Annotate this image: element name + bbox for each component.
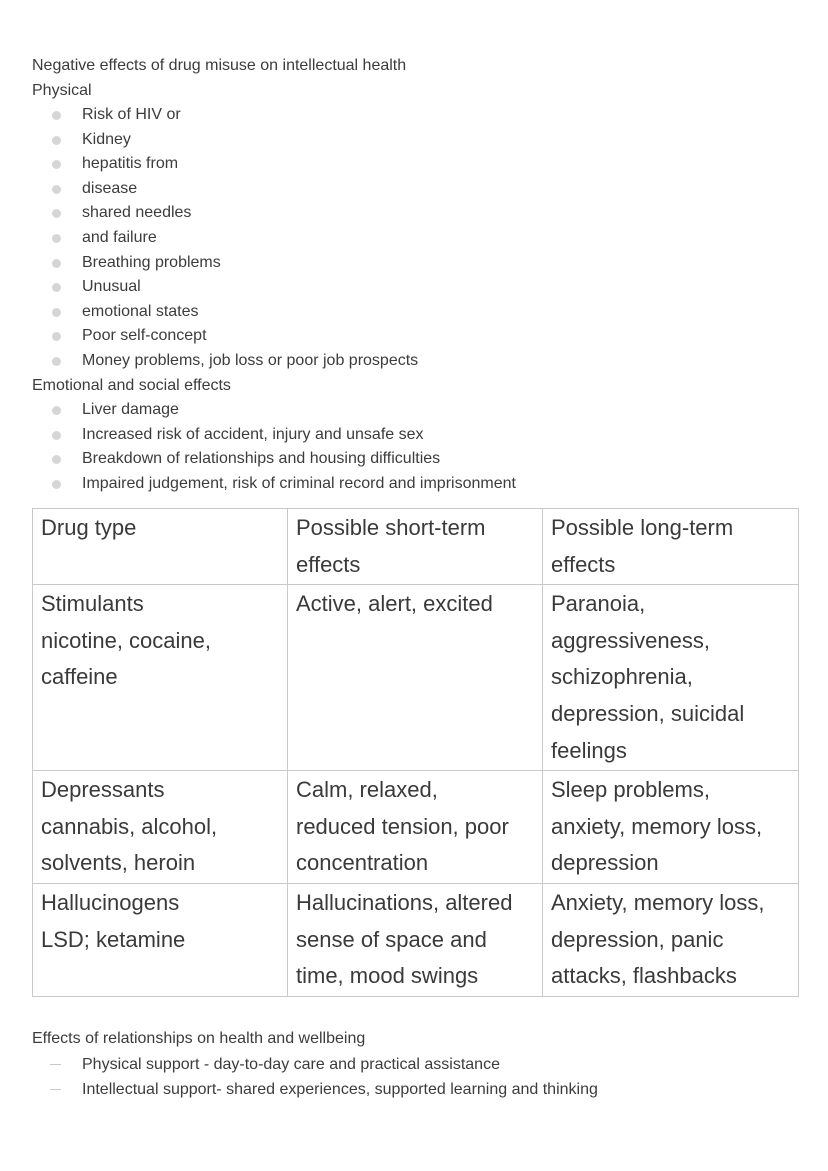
cell-line: depression, suicidal [551,700,745,726]
cell-line: Hallucinogens [41,889,180,915]
cell-line: depression, panic [551,926,724,952]
cell-line: anxiety, memory loss, [551,813,763,839]
bullet-icon [52,209,61,218]
cell-line: LSD; ketamine [41,926,186,952]
bullet-icon [52,455,61,464]
list-item [32,152,798,177]
cell-line: nicotine, cocaine, [41,627,211,653]
dash-icon [50,1064,61,1065]
dash-icon [50,1089,61,1090]
emotional-label: Emotional and social effects [32,376,231,394]
list-item-text: Intellectual support- shared experiences, supported learning and thinking [82,1080,598,1098]
header-cell-long-term [543,509,799,585]
bullet-icon [52,480,61,489]
section-heading: Negative effects of drug misuse on intellectual health [32,57,407,74]
table-cell [543,771,799,884]
list-item [32,423,798,448]
list-item-text: shared needles [82,204,192,222]
cell-line: Paranoia, [551,591,646,617]
relationships-list [32,1052,798,1102]
list-item-text: and failure [82,228,157,246]
table-cell [543,585,799,771]
cell-line: feelings [551,737,627,763]
physical-list [32,103,798,374]
cell-line: solvents, heroin [41,850,196,876]
cell-line: Calm, relaxed, [296,777,438,803]
table-header-row [33,509,799,585]
cell-line: cannabis, alcohol, [41,813,218,839]
cell-line: Sleep problems, [551,777,710,803]
table-row [33,585,799,771]
bullet-icon [52,111,61,120]
list-item-text: Physical support - day-to-day care and practical assistance [82,1055,500,1073]
list-item-text: emotional states [82,302,199,320]
list-item-text: Breakdown of relationships and housing difficulties [82,450,441,468]
table-cell [33,771,288,884]
list-item-text: Unusual [82,278,141,296]
cell-line: Possible long-term [551,515,734,540]
cell-line: Hallucinations, altered [296,889,513,915]
bullet-icon [52,283,61,292]
bullet-icon [52,308,61,317]
cell-line: Depressants [41,777,165,803]
list-item-text: Kidney [82,130,131,148]
bullet-icon [52,259,61,268]
cell-line: Anxiety, memory loss, [551,889,765,915]
cell-line: effects [551,551,616,577]
bullet-icon [52,160,61,169]
header-cell-short-term [288,509,543,585]
bullet-icon [52,406,61,415]
physical-label: Physical [32,81,92,99]
list-item [32,1052,798,1077]
cell-line: aggressiveness, [551,627,710,653]
header-cell-drug-type [33,509,288,585]
cell-line: depression [551,850,659,876]
list-item [32,103,798,128]
bullet-icon [52,357,61,366]
cell-line: effects [296,551,361,577]
list-item-text: Impaired judgement, risk of criminal record and imprisonment [82,474,516,492]
relationships-section [32,1027,798,1102]
list-item [32,1077,798,1102]
list-item [32,398,798,423]
list-item-text: Money problems, job loss or poor job prospects [82,351,419,369]
table-cell [543,883,799,996]
table-cell [288,585,543,771]
cell-line: caffeine [41,664,118,690]
cell-line: Possible short-term [296,515,486,540]
cell-line: schizophrenia, [551,664,693,690]
table-row [33,883,799,996]
list-item [32,251,798,276]
list-item [32,324,798,349]
list-item [32,472,798,497]
table-cell [288,771,543,884]
document-body [32,54,798,496]
bullet-icon [52,431,61,440]
list-item [32,177,798,202]
cell-line: reduced tension, poor [296,813,509,839]
cell-line: Stimulants [41,591,144,617]
cell-line: concentration [296,850,429,876]
list-item-text: Breathing problems [82,253,221,271]
list-item [32,226,798,251]
list-item [32,201,798,226]
relationships-heading: Effects of relationships on health and wellbeing [32,1030,366,1047]
list-item [32,447,798,472]
table-cell [288,883,543,996]
list-item-text: Increased risk of accident, injury and unsafe sex [82,425,424,443]
bullet-icon [52,136,61,145]
table-cell [33,585,288,771]
table-cell [33,883,288,996]
drug-effects-table [32,508,799,997]
cell-line: time, mood swings [296,963,479,989]
bullet-icon [52,234,61,243]
cell-line: Drug type [41,515,137,540]
list-item [32,349,798,374]
cell-line: sense of space and [296,926,487,952]
cell-line: Active, alert, excited [296,591,493,617]
list-item [32,128,798,153]
list-item-text: Poor self-concept [82,327,207,345]
cell-line: attacks, flashbacks [551,963,737,989]
bullet-icon [52,332,61,341]
emotional-list [32,398,798,496]
list-item-text: hepatitis from [82,155,179,173]
list-item-text: Risk of HIV or [82,106,181,123]
list-item-text: Liver damage [82,401,179,419]
list-item-text: disease [82,179,138,197]
list-item [32,300,798,325]
list-item [32,275,798,300]
table-row [33,771,799,884]
bullet-icon [52,185,61,194]
